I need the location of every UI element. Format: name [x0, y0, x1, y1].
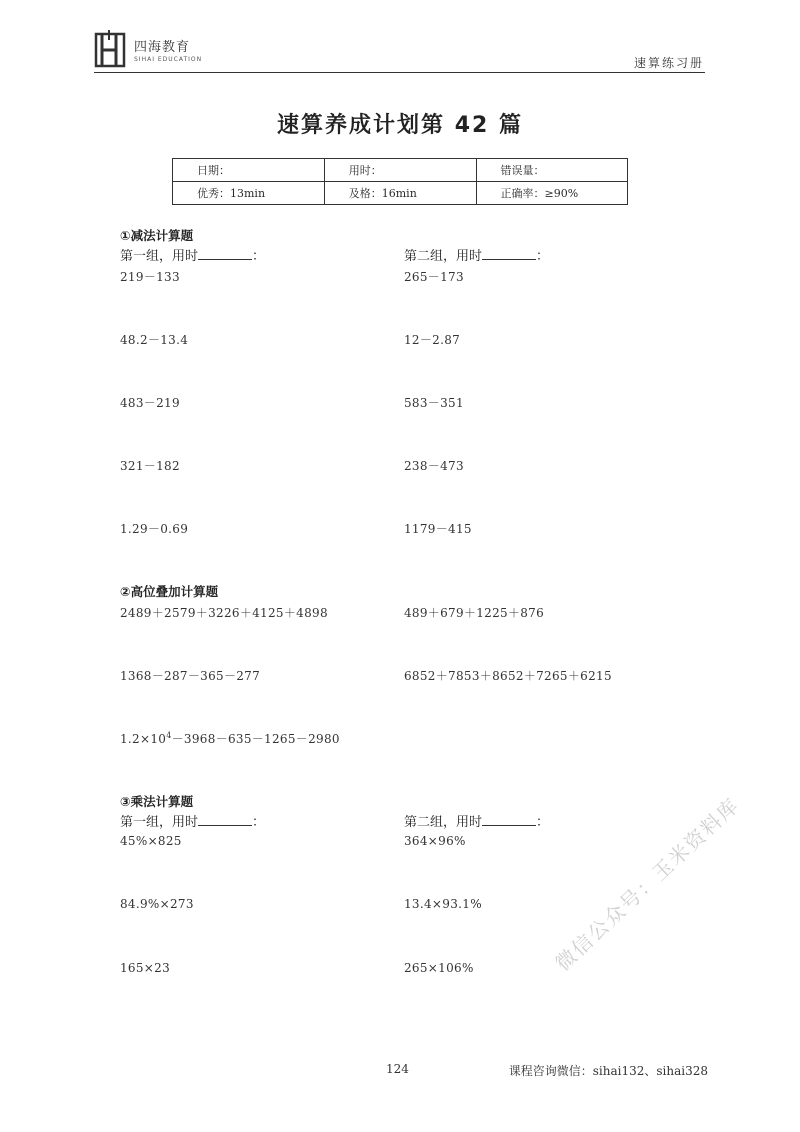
problem: 265－173: [404, 270, 464, 284]
problem: 489＋679＋1225＋876: [404, 606, 545, 620]
errors-cell: 错误量：: [476, 159, 628, 182]
problem: 48.2－13.4: [120, 333, 189, 347]
problem: 483－219: [120, 396, 180, 410]
group-label-text: 第一组，用时: [120, 249, 199, 264]
info-row: [173, 182, 628, 205]
problem: 265×106%: [404, 961, 474, 975]
time-cell: 用时：: [324, 159, 476, 182]
info-table: [172, 158, 628, 205]
problem: 165×23: [120, 961, 171, 975]
problem: 1368－287－365－277: [120, 669, 261, 683]
header-divider: [94, 72, 705, 73]
logo-text-cn: 四海教育: [134, 40, 191, 55]
group-label-left: 第一组，用时 ：: [120, 249, 266, 264]
header-label: 速算练习册: [633, 56, 704, 70]
date-cell: 日期：: [173, 159, 325, 182]
section-title-addition: ②高位叠加计算题: [120, 584, 219, 599]
problem: 238－473: [404, 459, 464, 473]
time-blank: [482, 247, 536, 260]
time-blank: [198, 813, 252, 826]
excellent-cell: 优秀：13min: [173, 182, 325, 205]
problem: 364×96%: [404, 834, 466, 848]
accuracy-cell: 正确率：≥90%: [476, 182, 628, 205]
problem: 12－2.87: [404, 333, 461, 347]
problem: 321－182: [120, 459, 180, 473]
problem: 219－133: [120, 270, 180, 284]
problem-part: －3968－635－1265－2980: [171, 732, 340, 746]
time-blank: [482, 813, 536, 826]
watermark: 微信公众号：玉米资料库: [550, 792, 745, 976]
time-blank: [198, 247, 252, 260]
problem: 6852＋7853＋8652＋7265＋6215: [404, 669, 612, 683]
group-label-text: 第一组，用时: [120, 815, 199, 830]
page-title: 速算养成计划第 42 篇: [277, 113, 523, 138]
group-label-right: 第二组，用时 ：: [404, 249, 550, 264]
logo: [94, 30, 224, 74]
pass-cell: 及格：16min: [324, 182, 476, 205]
problem: 13.4×93.1%: [404, 897, 482, 911]
info-row: [173, 159, 628, 182]
logo-text-en: SIHAI EDUCATION: [134, 56, 203, 63]
group-label-right: 第二组，用时 ：: [404, 815, 550, 830]
problem: 84.9%×273: [120, 897, 194, 911]
problem: 45%×825: [120, 834, 182, 848]
group-label-text: 第二组，用时: [404, 249, 483, 264]
problem: 1179－415: [404, 522, 472, 536]
contact-info: 课程咨询微信：sihai132、sihai328: [508, 1064, 708, 1078]
exponent: 4: [166, 731, 172, 740]
group-label-left: 第一组，用时 ：: [120, 815, 266, 830]
page-number: 124: [386, 1062, 409, 1076]
problem: 1.29－0.69: [120, 522, 189, 536]
section-title-multiplication: ③乘法计算题: [120, 794, 194, 809]
problem: [120, 730, 340, 747]
section-title-subtraction: ①减法计算题: [120, 228, 194, 243]
problem-part: 1.2×10: [120, 732, 167, 746]
group-label-text: 第二组，用时: [404, 815, 483, 830]
problem: 583－351: [404, 396, 464, 410]
problem: 2489＋2579＋3226＋4125＋4898: [120, 606, 328, 620]
logo-mark-icon: [94, 30, 128, 70]
